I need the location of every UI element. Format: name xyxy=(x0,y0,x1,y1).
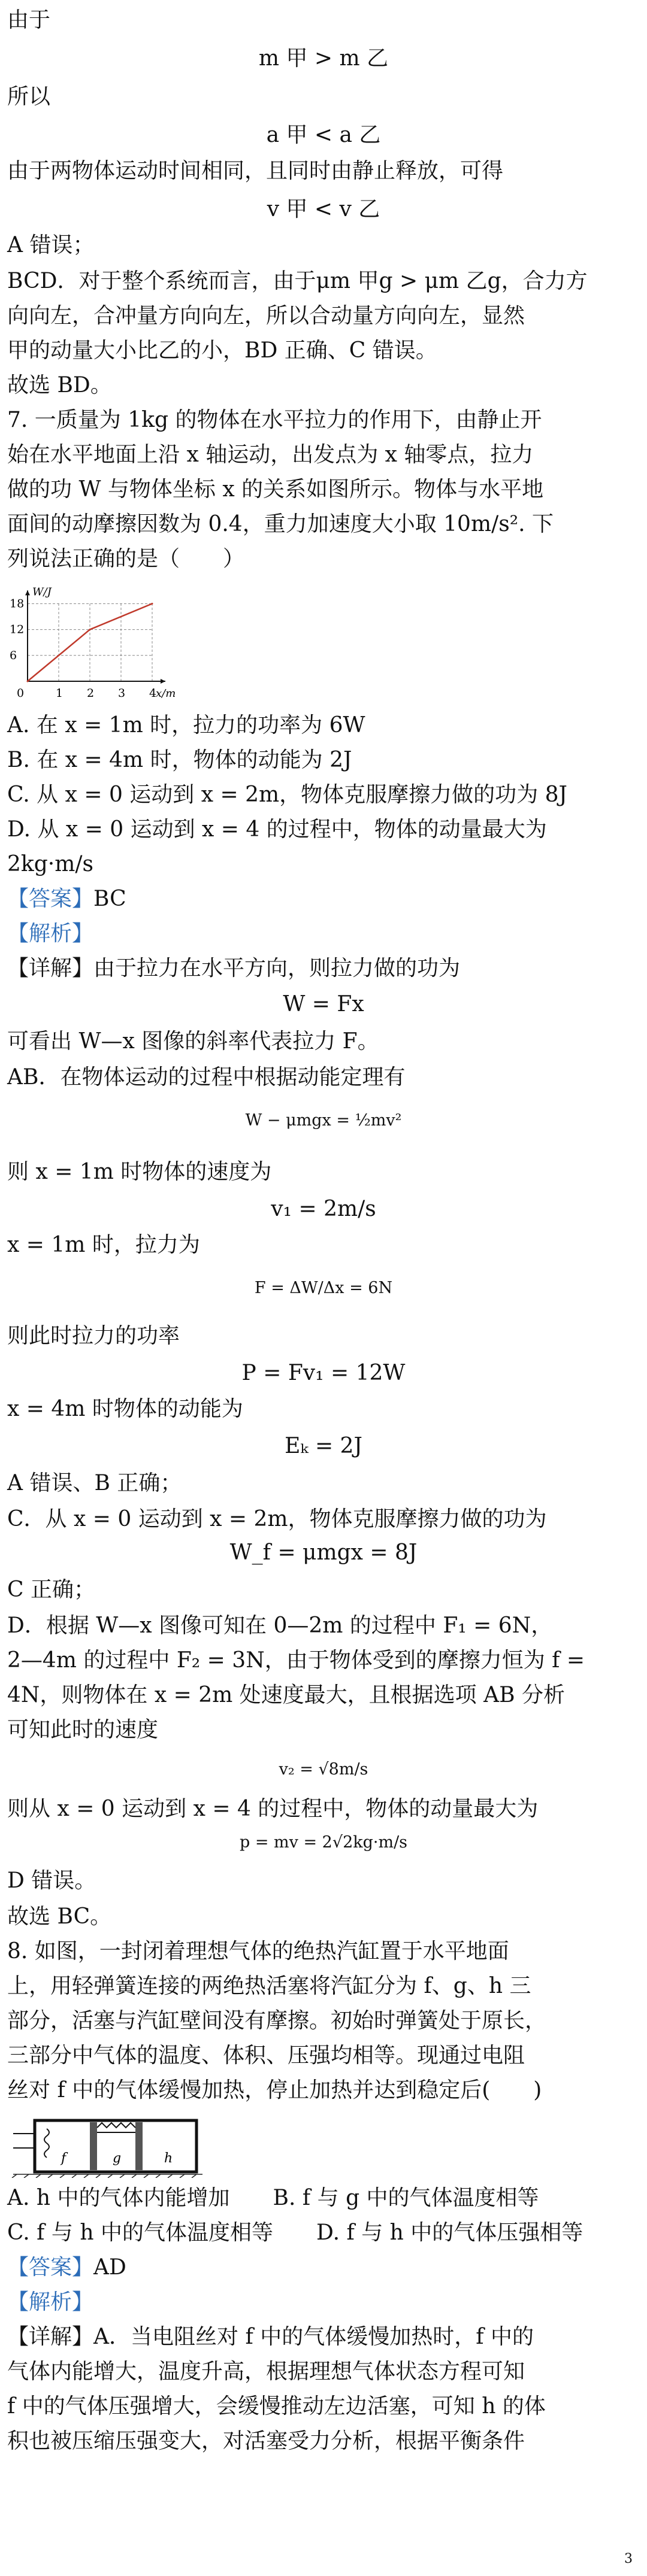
text-line: 做的功 W 与物体坐标 x 的关系如图所示。物体与水平地 xyxy=(7,477,544,502)
text-line: 由于 xyxy=(7,8,51,32)
text-line: 甲的动量大小比乙的小，BD 正确、C 错误。 xyxy=(7,338,437,363)
label-f: f xyxy=(61,2151,66,2166)
x-tick-label: 1 xyxy=(56,687,64,700)
answer-line xyxy=(7,2252,640,2283)
text-line: 面间的动摩擦因数为 0.4，重力加速度大小取 10m/s². 下 xyxy=(7,512,554,536)
option-c-d: C. f 与 h 中的气体温度相等 D. f 与 h 中的气体压强相等 xyxy=(7,2220,583,2245)
series-point xyxy=(89,629,91,630)
y-tick-label: 12 xyxy=(10,623,25,636)
answer-value: AD xyxy=(93,2255,126,2280)
x-tick-label: 3 xyxy=(118,687,126,700)
text-line: 故选 BC。 xyxy=(7,1904,112,1929)
answer-tag: 【答案】 xyxy=(7,2255,94,2280)
spring-icon xyxy=(97,2123,135,2132)
equation-kinetic-energy: Eₖ = 2J xyxy=(285,1434,362,1458)
text-line: 则此时拉力的功率 xyxy=(7,1324,180,1348)
text-line: f 中的气体压强增大，会缓慢推动左边活塞，可知 h 的体 xyxy=(7,2394,546,2419)
cylinder-diagram xyxy=(11,2112,208,2178)
right-piston xyxy=(135,2122,143,2170)
text-line: 可知此时的速度 xyxy=(7,1718,159,1742)
option-c: C. 从 x = 0 运动到 x = 2m，物体克服摩擦力做的功为 8J xyxy=(7,782,567,807)
option-b: B. 在 x = 4m 时，物体的动能为 2J xyxy=(7,748,352,772)
analysis-tag: 【解析】 xyxy=(7,921,94,946)
text-line: D 错误。 xyxy=(7,1868,96,1893)
y-tick-label: 18 xyxy=(10,597,25,611)
text-line: 则 x = 1m 时物体的速度为 xyxy=(7,1160,272,1184)
text-line: 始在水平地面上沿 x 轴运动，出发点为 x 轴零点，拉力 xyxy=(7,442,534,467)
x-tick-label: 0 xyxy=(17,687,25,700)
text-line: D．根据 W—x 图像可知在 0—2m 的过程中 F₁ = 6N， xyxy=(7,1613,553,1638)
series-point xyxy=(27,681,29,682)
text-line: x = 4m 时物体的动能为 xyxy=(7,1397,243,1421)
y-axis-arrow-icon xyxy=(25,590,30,595)
text-line: C 正确； xyxy=(7,1577,95,1602)
x-axis-label: x/m xyxy=(156,687,176,700)
text-line: 则从 x = 0 运动到 x = 4 的过程中，物体的动量最大为 xyxy=(7,1797,539,1821)
text-line: 故选 BD。 xyxy=(7,373,112,398)
text-line: 2kg·m/s xyxy=(7,852,93,876)
left-piston xyxy=(90,2122,97,2170)
text-line: 积也被压缩压强变大，对活塞受力分析，根据平衡条件 xyxy=(7,2429,525,2453)
text-line: 【详解】A．当电阻丝对 f 中的气体缓慢加热时，f 中的 xyxy=(7,2325,534,2349)
equation-power: P = Fv₁ = 12W xyxy=(241,1361,406,1385)
equation-velocity-compare: v 甲 < v 乙 xyxy=(267,197,380,222)
equation-mass-compare: m 甲 > m 乙 xyxy=(258,46,389,71)
answer-line xyxy=(7,884,640,915)
page-number: 3 xyxy=(624,2551,633,2566)
text-line: A 错误； xyxy=(7,233,95,257)
equation-acceleration-compare: a 甲 < a 乙 xyxy=(266,123,381,147)
y-tick-label: 6 xyxy=(10,648,17,662)
answer-value: BC xyxy=(93,887,126,911)
y-axis-label: W/J xyxy=(32,585,52,599)
series-point xyxy=(152,603,153,605)
text-line: 所以 xyxy=(7,84,51,109)
equation-energy-theorem: W − μmgx = ½mv² xyxy=(245,1111,402,1130)
equation-work: W = Fx xyxy=(283,992,364,1017)
ground-hatching xyxy=(12,2174,202,2178)
text-line: 向向左，合冲量方向向左，所以合动量方向向左，显然 xyxy=(7,304,525,328)
equation-velocity-1: v₁ = 2m/s xyxy=(271,1197,376,1221)
heating-wire-icon xyxy=(44,2129,49,2158)
text-line: 4N，则物体在 x = 2m 处速度最大，且根据选项 AB 分析 xyxy=(7,1683,566,1707)
equation-velocity-2: v₂ = √8m/s xyxy=(279,1760,368,1779)
analysis-tag: 【解析】 xyxy=(7,2290,94,2314)
x-axis-arrow-icon xyxy=(161,679,165,684)
x-tick-label: 4 xyxy=(149,687,157,700)
text-line: 部分，活塞与汽缸壁间没有摩擦。初始时弹簧处于原长， xyxy=(7,2008,547,2033)
option-a: A. h 中的气体内能增加 B. f 与 g 中的气体温度相等 xyxy=(7,2186,539,2210)
text-line: 【详解】由于拉力在水平方向，则拉力做的功为 xyxy=(7,956,461,981)
text-line: A 错误、B 正确； xyxy=(7,1471,182,1495)
answer-tag: 【答案】 xyxy=(7,887,94,911)
x-tick-label: 2 xyxy=(87,687,95,700)
text-line: 气体内能增大，温度升高，根据理想气体状态方程可知 xyxy=(7,2359,525,2384)
text-line: 可看出 W—x 图像的斜率代表拉力 F。 xyxy=(7,1029,379,1054)
equation-momentum: p = mv = 2√2kg·m/s xyxy=(239,1833,408,1852)
text-line: 列说法正确的是（ ） xyxy=(7,547,245,571)
text-line: C．从 x = 0 运动到 x = 2m，物体克服摩擦力做的功为 xyxy=(7,1507,547,1531)
option-d: D. 从 x = 0 运动到 x = 4 的过程中，物体的动量最大为 xyxy=(7,817,547,842)
text-line: 上，用轻弹簧连接的两绝热活塞将汽缸分为 f、g、h 三 xyxy=(7,1974,531,1998)
equation-friction-work: W_f = μmgx = 8J xyxy=(229,1540,418,1565)
text-line: 由于两物体运动时间相同，且同时由静止释放，可得 xyxy=(7,159,504,183)
equation-force: F = ΔW/Δx = 6N xyxy=(254,1279,393,1297)
question-8-stem: 8. 如图，一封闭着理想气体的绝热汽缸置于水平地面 xyxy=(7,1939,509,1964)
text-line: BCD．对于整个系统而言，由于μm 甲g > μm 乙g，合力方 xyxy=(7,269,588,293)
label-g: g xyxy=(113,2151,122,2166)
text-line: 三部分中气体的温度、体积、压强均相等。现通过电阻 xyxy=(7,2043,525,2068)
work-displacement-chart xyxy=(6,579,186,705)
label-h: h xyxy=(164,2151,173,2166)
text-line: 2—4m 的过程中 F₂ = 3N，由于物体受到的摩擦力恒为 f = xyxy=(7,1648,585,1673)
text-line: x = 1m 时，拉力为 xyxy=(7,1233,200,1257)
text-line: 丝对 f 中的气体缓慢加热，停止加热并达到稳定后( ) xyxy=(7,2078,542,2102)
question-7-stem: 7. 一质量为 1kg 的物体在水平拉力的作用下，由静止开 xyxy=(7,408,542,432)
text-line: AB．在物体运动的过程中根据动能定理有 xyxy=(7,1065,406,1090)
option-a: A. 在 x = 1m 时，拉力的功率为 6W xyxy=(7,713,365,738)
